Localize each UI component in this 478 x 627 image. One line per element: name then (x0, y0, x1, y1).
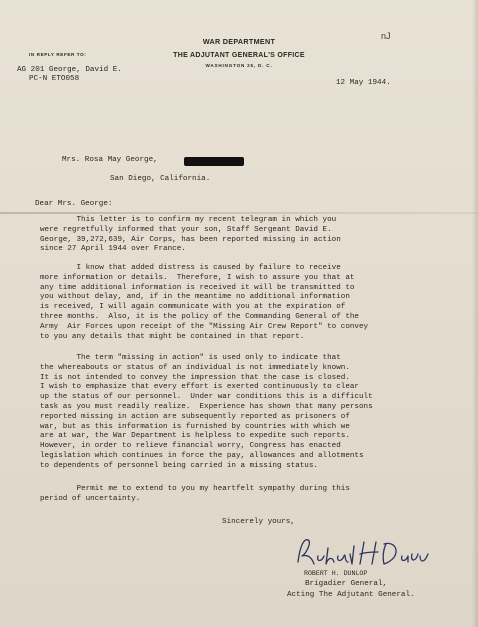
paper-fold-line (0, 212, 478, 214)
body-line: more information or details. Therefore, I wish to assure you that at (40, 273, 355, 282)
page-edge-shadow (472, 0, 478, 627)
body-line: any time additional information is received it will be transmitted to (40, 283, 355, 292)
body-paragraph-1 (40, 216, 450, 255)
body-line: I wish to emphasize that every effort is exerted continuously to clear (40, 383, 359, 392)
letterhead-office: THE ADJUTANT GENERAL'S OFFICE (173, 52, 305, 59)
body-line: war, but as this information is furnished by countries with which we (40, 422, 350, 431)
body-paragraph-3 (40, 354, 450, 472)
signer-rank: Brigadier General, (305, 580, 388, 588)
body-line: George, 39,272,639, Air Corps, has been reported missing in action (40, 235, 341, 244)
reference-line-2: PC-N ETO058 (29, 75, 80, 83)
body-line: the whereabouts or status of an individual is not immediately known. (40, 363, 350, 372)
body-line: This letter is to confirm my recent telegram in which you (40, 216, 337, 224)
body-line: you without delay, and, if in the meantime no additional information (40, 293, 350, 302)
salutation: Dear Mrs. George: (35, 200, 113, 208)
reply-refer-label: IN REPLY REFER TO: (29, 52, 87, 57)
letter-date: 12 May 1944. (336, 79, 391, 87)
closing: Sincerely yours, (222, 518, 295, 526)
signer-name: ROBERT H. DUNLOP (304, 570, 368, 577)
body-line: is received, I will again communicate with you at the expiration of (40, 303, 346, 312)
body-line: I know that added distress is caused by failure to receive (40, 264, 341, 272)
body-line: The term "missing in action" is used only to indicate that (40, 354, 341, 362)
corner-handwritten-mark: nJ (381, 31, 391, 41)
body-line: period of uncertainty. (40, 494, 141, 503)
body-line: reported missing in action are subsequently reported as prisoners of (40, 412, 350, 421)
body-line: task as you must readily realize. Experience has shown that many persons (40, 402, 373, 411)
body-line: three months. Also, it is the policy of the Commanding General of the (40, 312, 359, 321)
body-paragraph-4 (40, 485, 450, 505)
body-line: However, in order to relieve financial worry, Congress has enacted (40, 442, 341, 451)
reference-line-1: AG 201 George, David E. (17, 66, 122, 74)
body-line: are at war, the War Department is helpless to expedite such reports. (40, 432, 350, 441)
letterhead-department: WAR DEPARTMENT (202, 37, 276, 46)
recipient-name: Mrs. Rosa May George, (62, 156, 158, 164)
body-line: Army Air Forces upon receipt of the "Missing Air Crew Report" to convey (40, 322, 369, 331)
body-line: since 27 April 1944 over France. (40, 245, 186, 254)
body-line: It is not intended to convey the impression that the case is closed. (40, 373, 350, 382)
letterhead-city: WASHINGTON 25, D. C. (205, 63, 273, 68)
body-line: to dependents of personnel being carried in a missing status. (40, 461, 318, 470)
body-line: legislation which continues in force the pay, allowances and allotments (40, 451, 364, 460)
body-line: Permit me to extend to you my heartfelt sympathy during this (40, 485, 350, 493)
body-line: up the status of our personnel. Under war conditions this is a difficult (40, 393, 373, 402)
body-paragraph-2 (40, 264, 450, 342)
body-line: were regretfully informed that your son, Staff Sergeant David E. (40, 225, 332, 234)
redaction-bar (184, 157, 244, 166)
body-line: to you any details that might be contained in that report. (40, 332, 305, 341)
handwritten-signature (294, 532, 434, 572)
recipient-city: San Diego, California. (110, 175, 211, 183)
signer-title: Acting The Adjutant General. (287, 591, 415, 599)
